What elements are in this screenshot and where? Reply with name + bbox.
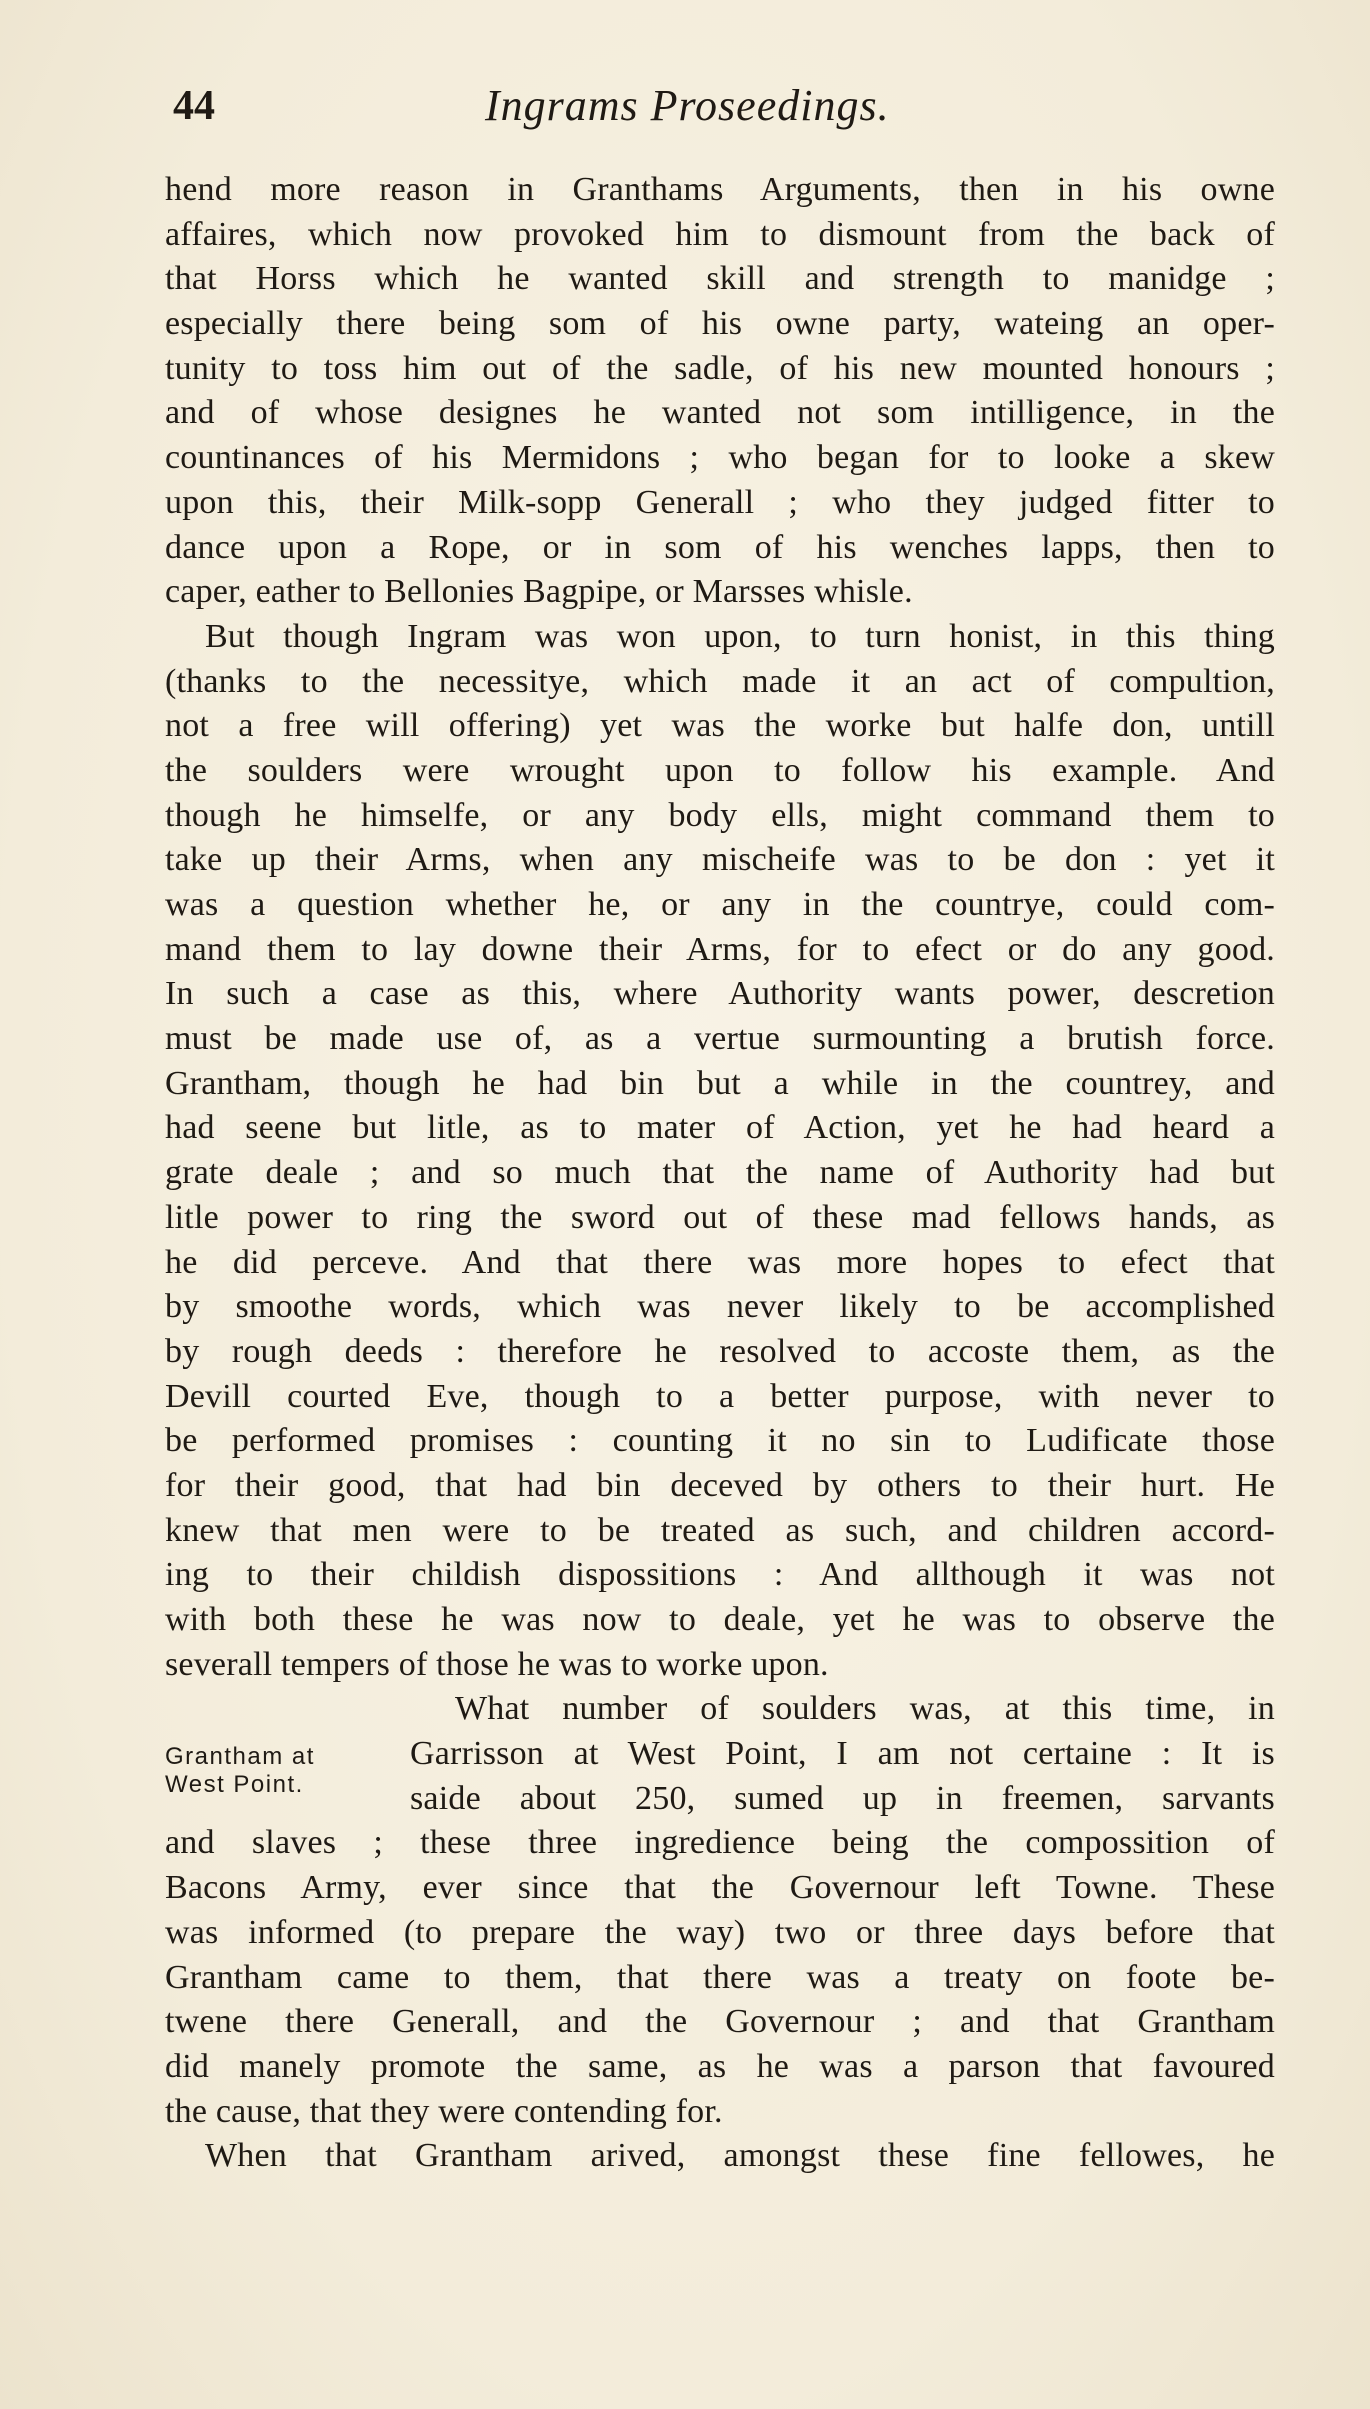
text-line: caper, eather to Bellonies Bagpipe, or Marsses whisle. bbox=[165, 573, 913, 611]
text-line: dance upon a Rope, or in som of his wenches lapps, then to bbox=[165, 528, 1275, 566]
text-line: saide about 250, sumed up in freemen, sarvants bbox=[410, 1779, 1275, 1817]
text-line: was a question whether he, or any in the countrye, could com- bbox=[165, 886, 1275, 923]
margin-note bbox=[165, 1743, 315, 1799]
text-line: hend more reason in Granthams Arguments, then in his owne bbox=[165, 171, 1275, 208]
text-line: countinances of his Mermidons ; who began for to looke a skew bbox=[165, 439, 1275, 477]
text-line: was informed (to prepare the way) two or three days before that bbox=[165, 1913, 1275, 1951]
text-line: In such a case as this, where Authority wants power, descretion bbox=[165, 975, 1275, 1013]
margin-note-line: Grantham at bbox=[165, 1743, 315, 1771]
margin-note-line: West Point. bbox=[165, 1771, 304, 1799]
text-line: twene there Generall, and the Governour ; and that Grantham bbox=[165, 2003, 1275, 2041]
text-line: Grantham, though he had bin but a while in the countrey, and bbox=[165, 1064, 1275, 1102]
text-line: especially there being som of his owne party, wateing an oper- bbox=[165, 305, 1275, 343]
text-line: ing to their childish dispossitions : And allthough it was not bbox=[165, 1556, 1275, 1594]
text-line: What number of soulders was, at this time, in bbox=[455, 1690, 1275, 1728]
text-line: the soulders were wrought upon to follow his example. And bbox=[165, 751, 1275, 789]
text-line: by smoothe words, which was never likely to be accomplished bbox=[165, 1288, 1275, 1326]
text-line: affaires, which now provoked him to dismount from the back of bbox=[165, 215, 1275, 253]
text-line: be performed promises : counting it no sin to Ludificate those bbox=[165, 1422, 1275, 1460]
text-line: did manely promote the same, as he was a parson that favoured bbox=[165, 2047, 1275, 2085]
text-line: severall tempers of those he was to worke upon. bbox=[165, 1645, 829, 1683]
text-line: for their good, that had bin deceved by others to their hurt. He bbox=[165, 1466, 1275, 1504]
text-line: Bacons Army, ever since that the Governour left Towne. These bbox=[165, 1869, 1275, 1907]
page-number: 44 bbox=[173, 83, 215, 129]
text-line: though he himselfe, or any body ells, might command them to bbox=[165, 796, 1275, 834]
text-line: (thanks to the necessitye, which made it an act of compultion, bbox=[165, 662, 1275, 700]
text-line: the cause, that they were contending for. bbox=[165, 2092, 723, 2130]
text-line: and slaves ; these three ingredience being the compossition of bbox=[165, 1824, 1275, 1862]
text-line: by rough deeds : therefore he resolved to accoste them, as the bbox=[165, 1332, 1275, 1370]
page-header bbox=[165, 78, 1275, 138]
text-line: When that Grantham arived, amongst these fine fellowes, he bbox=[205, 2137, 1275, 2175]
text-line: take up their Arms, when any mischeife was to be don : yet it bbox=[165, 841, 1275, 879]
text-line: had seene but litle, as to mater of Action, yet he had heard a bbox=[165, 1109, 1275, 1147]
text-line: knew that men were to be treated as such, and children accord- bbox=[165, 1511, 1275, 1549]
text-line: grate deale ; and so much that the name of Authority had but bbox=[165, 1154, 1275, 1192]
text-line: not a free will offering) yet was the worke but halfe don, untill bbox=[165, 707, 1275, 745]
running-head: Ingrams Proseedings. bbox=[485, 81, 890, 130]
text-line: with both these he was now to deale, yet he was to observe the bbox=[165, 1601, 1275, 1638]
text-line: But though Ingram was won upon, to turn honist, in this thing bbox=[205, 617, 1275, 655]
text-line: litle power to ring the sword out of these mad fellows hands, as bbox=[165, 1198, 1275, 1236]
text-line: Devill courted Eve, though to a better purpose, with never to bbox=[165, 1377, 1275, 1415]
text-line: mand them to lay downe their Arms, for to efect or do any good. bbox=[165, 930, 1275, 968]
text-line: Garrisson at West Point, I am not certaine : It is bbox=[410, 1735, 1275, 1773]
text-line: upon this, their Milk-sopp Generall ; who they judged fitter to bbox=[165, 483, 1275, 521]
text-line: Grantham came to them, that there was a treaty on foote be- bbox=[165, 1958, 1275, 1996]
text-line: must be made use of, as a vertue surmounting a brutish force. bbox=[165, 1020, 1275, 1058]
text-line: he did perceve. And that there was more hopes to efect that bbox=[165, 1243, 1275, 1281]
text-line: that Horss which he wanted skill and strength to manidge ; bbox=[165, 260, 1275, 298]
margin-note-section bbox=[165, 1687, 1275, 1821]
text-line: tunity to toss him out of the sadle, of his new mounted honours ; bbox=[165, 349, 1275, 387]
text-line: and of whose designes he wanted not som intilligence, in the bbox=[165, 394, 1275, 432]
body-text bbox=[165, 168, 1275, 2179]
